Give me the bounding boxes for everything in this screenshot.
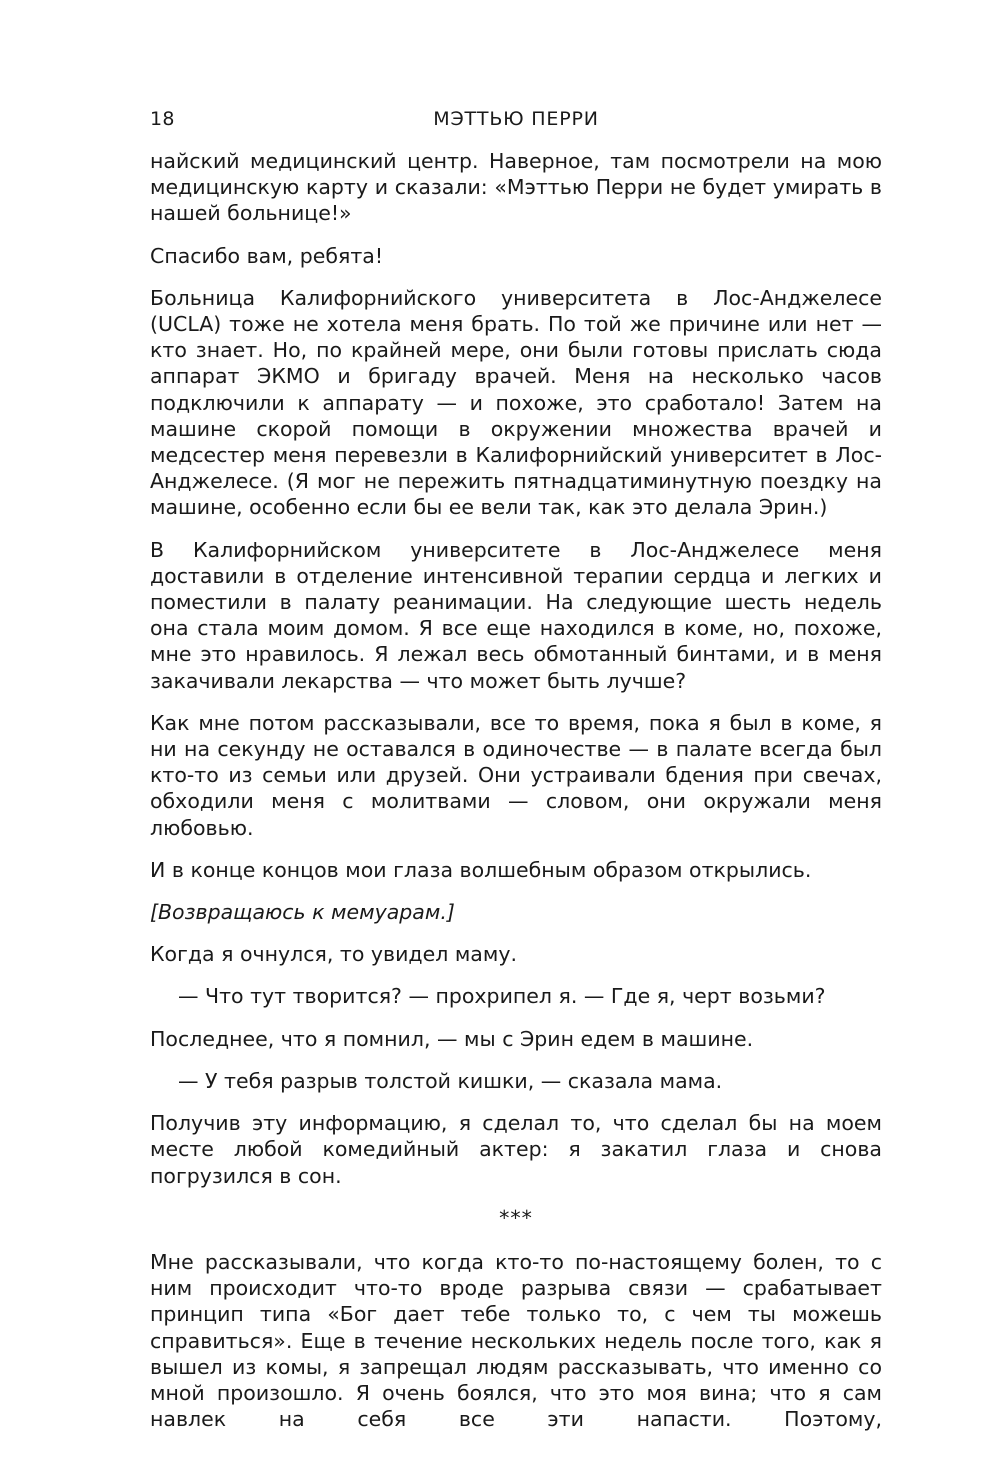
paragraph-continuation: найский медицинский центр. Наверное, там посмотрели на мою медицинскую карту и сказали: «Мэттью Перри не будет умирать в нашей больнице!»: [150, 149, 882, 226]
paragraph-woke-up: Когда я очнулся, то увидел маму.: [150, 942, 517, 967]
paragraph-ucla: Больница Калифорнийского университета в Лос-Анджелесе (UCLA) тоже не хотела меня брать. По той же причине или нет — кто знает. Но, по крайней мере, они были готовы прислать сюда аппарат ЭКМО и бригаду врачей. Меня на несколько часов подключили к аппарату — и похоже, это сработало! Затем на машине скорой помощи в окружении множества врачей и медсестер меня перевезли в Калифорнийский университет в Лос-Анджелесе. (Я мог не пережить пятнадцатиминутную поездку на машине, особенно если бы ее вели так, как это делала Эрин.): [150, 285, 882, 520]
dialog-line-1: — Что тут творится? — прохрипел я. — Где я, черт возьми?: [178, 984, 826, 1009]
paragraph-last-remembered: Последнее, что я помнил, — мы с Эрин едем в машине.: [150, 1026, 754, 1051]
paragraph-thanks: Спасибо вам, ребята!: [150, 243, 384, 268]
section-separator: ***: [499, 1205, 533, 1230]
paragraph-fell-asleep: Получив эту информацию, я сделал то, что сделал бы на моем месте любой комедийный актер: я закатил глаза и снова погрузился в сон.: [150, 1111, 882, 1188]
paragraph-icu: В Калифорнийском университете в Лос-Анджелесе меня доставили в отделение интенсивной терапии сердца и легких и поместили в палату реанимации. На следующие шесть недель она стала моим домом. Я все еще находился в коме, но, похоже, мне это нравилось. Я лежал весь обмотанный бинтами, и в меня закачивали лекарства — что может быть лучше?: [150, 537, 882, 693]
paragraph-eyes-opened: И в конце концов мои глаза волшебным образом открылись.: [150, 857, 812, 882]
dialog-line-2: — У тебя разрыв толстой кишки, — сказала мама.: [178, 1068, 723, 1093]
paragraph-coma: Как мне потом рассказывали, все то время, пока я был в коме, я ни на секунду не оставался в одиночестве — в палате всегда был кто-то из семьи или друзей. Они устраивали бдения при свечах, обходили меня с молитвами — словом, они окружали меня любовью.: [150, 710, 882, 840]
body-text: [150, 148, 882, 1432]
page-number: 18: [150, 108, 175, 130]
paragraph-final: Мне рассказывали, что когда кто-то по-настоящему болен, то с ним происходит что-то вроде разрыва связи — срабатывает принцип типа «Бог дает тебе только то, с чем ты можешь справиться». Еще в течение нескольких недель после того, как я вышел из комы, я запрещал людям рассказывать, что именно со мной произошло. Я очень боялся, что это моя вина; что я сам навлек на себя все эти напасти. Поэтому,: [150, 1249, 882, 1432]
paragraph-back-to-memoir: [Возвращаюсь к мемуарам.]: [150, 900, 455, 925]
running-head-author: МЭТТЬЮ ПЕРРИ: [433, 108, 599, 130]
